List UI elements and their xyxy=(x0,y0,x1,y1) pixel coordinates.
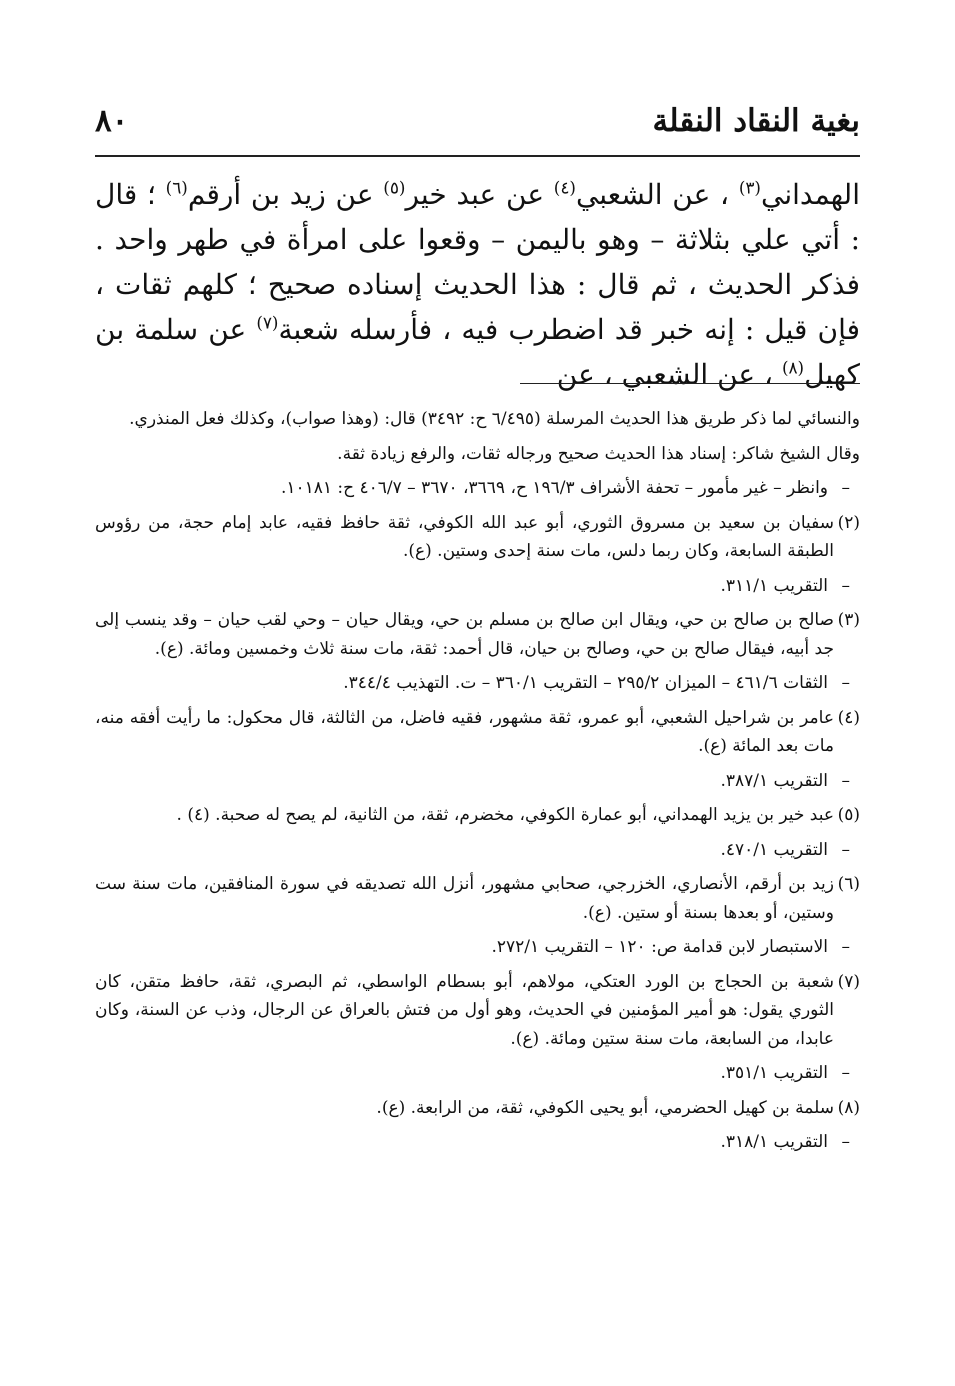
footnote-2 xyxy=(95,509,860,601)
text-segment: ، عن الشعبي xyxy=(575,178,739,211)
footnote-entry xyxy=(95,509,860,566)
footnote-reference: –التقريب ٤٧٠/١. xyxy=(720,839,850,860)
footnote-number: (٧) xyxy=(837,971,860,992)
footnote-marker: (٦) xyxy=(165,177,188,198)
footnote-3 xyxy=(95,606,860,698)
reference-text: وانظر – غير مأمور – تحفة الأشراف ١٩٦/٣ ح، ٣٦٦٩، ٣٦٧٠ – ٤٠٦/٧ ح: ١٠١٨١. xyxy=(280,478,828,498)
footnote-number: (٥) xyxy=(837,805,860,825)
page-header xyxy=(95,95,860,150)
text-segment: عن سلمة بن كهيل xyxy=(95,313,860,391)
footnote-entry xyxy=(95,1094,860,1123)
footnote-reference: –الاستبصار لابن قدامة ص: ١٢٠ – التقريب ٢٧٢/١. xyxy=(491,937,850,957)
footnotes-section xyxy=(95,405,860,1163)
footnote-marker: (٥) xyxy=(383,177,406,198)
footnote-reference: –التقريب ٣١٨/١. xyxy=(720,1132,850,1152)
footnote-entry xyxy=(95,704,860,761)
footnote-text: شعبة بن الحجاج بن الورد العتكي، مولاهم، أبو بسطام الواسطي، ثم البصري، ثقة، حافظ متقن، كان الثوري يقول: هو أمير المؤمنين في الحديث، وهو أول من فتش بالعراق عن الرجال، وذب عن السنة، وكان عابدا، من السابعة، مات سنة ستين ومائة. (ع). xyxy=(95,971,834,1049)
text-segment: ؛ قال : أتي علي بثلاثة – وهو باليمن – وقعوا على امرأة في طهر واحد . فذكر الحديث ، ثم قال : هذا الحديث إسناده صحيح ؛ كلهم ثقات ، فإن قيل : إنه خبر قد اضطرب فيه ، فأرسله شعبة xyxy=(95,178,860,346)
page-number: ٨٠ xyxy=(95,103,129,139)
footnote-reference: –التقريب ٣٨٧/١. xyxy=(720,770,850,791)
footnote-marker: (٣) xyxy=(738,177,761,198)
footnote-text: عبد خير بن يزيد الهمداني، أبو عمارة الكوفي، مخضرم، ثقة، من الثانية، لم يصح له صحبة. (٤) . xyxy=(176,805,834,825)
header-divider xyxy=(95,155,860,157)
text-segment: عن عبد خير xyxy=(405,178,554,211)
footnote-text: زيد بن أرقم، الأنصاري، الخزرجي، صحابي مشهور، أنزل الله تصديقه في سورة المنافقين، مات سنة ست وستين، أو بعدها بسنة أو ستين. (ع). xyxy=(95,874,834,923)
reference-text: التقريب ٣٥١/١. xyxy=(720,1063,828,1083)
footnote-marker: (٧) xyxy=(256,312,279,333)
footnote-number: (٨) xyxy=(837,1097,860,1118)
footnote-text: عامر بن شراحيل الشعبي، أبو عمرو، ثقة مشهور، فقيه فاضل، من الثالثة، قال محكول: ما رأيت أفقه منه، مات بعد المائة (ع). xyxy=(95,707,834,756)
footnote-paragraph: والنسائي لما ذكر طريق هذا الحديث المرسلة (٦/٤٩٥ ح: ٣٤٩٢) قال: (وهذا صواب)، وكذلك فعل المنذري. xyxy=(129,409,860,429)
footnote-reference: –التقريب ٣١١/١. xyxy=(720,575,850,596)
text-segment: الهمداني xyxy=(760,178,860,211)
footnote-entry xyxy=(95,606,860,663)
footnote-entry xyxy=(95,801,860,830)
footnote-paragraph: وقال الشيخ شاكر: إسناد هذا الحديث صحيح ورجاله ثقات، والرفع زيادة ثقة. xyxy=(337,443,860,464)
text-segment: عن زيد بن أرقم xyxy=(187,178,384,211)
reference-text: التقريب ٣١٨/١. xyxy=(720,1132,828,1152)
main-paragraph xyxy=(95,172,860,397)
reference-text: الاستبصار لابن قدامة ص: ١٢٠ – التقريب ٢٧٢/١. xyxy=(491,937,828,957)
footnote-8 xyxy=(95,1094,860,1157)
footnote-reference: –التقريب ٣٥١/١. xyxy=(720,1063,850,1083)
footnote-5 xyxy=(95,801,860,864)
footnote-6 xyxy=(95,870,860,962)
reference-text: التقريب ٣٨٧/١. xyxy=(720,770,828,791)
footnote-text: سلمة بن كهيل الحضرمي، أبو يحيى الكوفي، ثقة، من الرابعة. (ع). xyxy=(376,1097,834,1118)
footnote-entry xyxy=(95,968,860,1054)
reference-text: التقريب ٣١١/١. xyxy=(720,575,828,596)
book-title: بغية النقاد النقلة xyxy=(652,103,860,139)
reference-text: الثقات ٤٦١/٦ – الميزان ٢٩٥/٢ – التقريب ٣٦٠/١ – ت. التهذيب ٣٤٤/٤. xyxy=(343,673,828,693)
footnote-marker: (٤) xyxy=(553,177,576,198)
footnote-marker: (٨) xyxy=(781,357,805,378)
footnote-7 xyxy=(95,968,860,1088)
footnote-number: (٣) xyxy=(837,610,860,630)
footnote-4 xyxy=(95,704,860,796)
footnote-number: (٤) xyxy=(837,707,860,728)
reference-text: التقريب ٤٧٠/١. xyxy=(720,839,828,860)
footnote-divider xyxy=(520,383,860,384)
footnote-number: (٢) xyxy=(837,512,860,533)
footnote-text: صالح بن صالح بن حي، ويقال ابن صالح بن مسلم بن حي، ويقال حيان – وحي لقب حيان – وقد ينسب إلى جد أبيه، فيقال صالح بن حي، وصالح بن حيان، قال أحمد: ثقة، مات سنة ثلاث وخمسين ومائة. (ع). xyxy=(95,610,834,659)
footnote-reference: –وانظر – غير مأمور – تحفة الأشراف ١٩٦/٣ ح، ٣٦٦٩، ٣٦٧٠ – ٤٠٦/٧ ح: ١٠١٨١. xyxy=(280,478,850,498)
text-segment: ، عن الشعبي ، عن xyxy=(556,358,782,391)
footnote-reference: –الثقات ٤٦١/٦ – الميزان ٢٩٥/٢ – التقريب ٣٦٠/١ – ت. التهذيب ٣٤٤/٤. xyxy=(343,673,850,693)
main-body-text xyxy=(95,172,860,397)
footnote-continuation xyxy=(95,405,860,503)
footnote-number: (٦) xyxy=(837,874,860,894)
footnote-entry xyxy=(95,870,860,927)
footnote-text: سفيان بن سعيد بن مسروق الثوري، أبو عبد الله الكوفي، ثقة حافظ فقيه، عابد إمام حجة، من رؤوس الطبقة السابعة، وكان ربما دلس، مات سنة إحدى وستين. (ع). xyxy=(95,512,834,561)
